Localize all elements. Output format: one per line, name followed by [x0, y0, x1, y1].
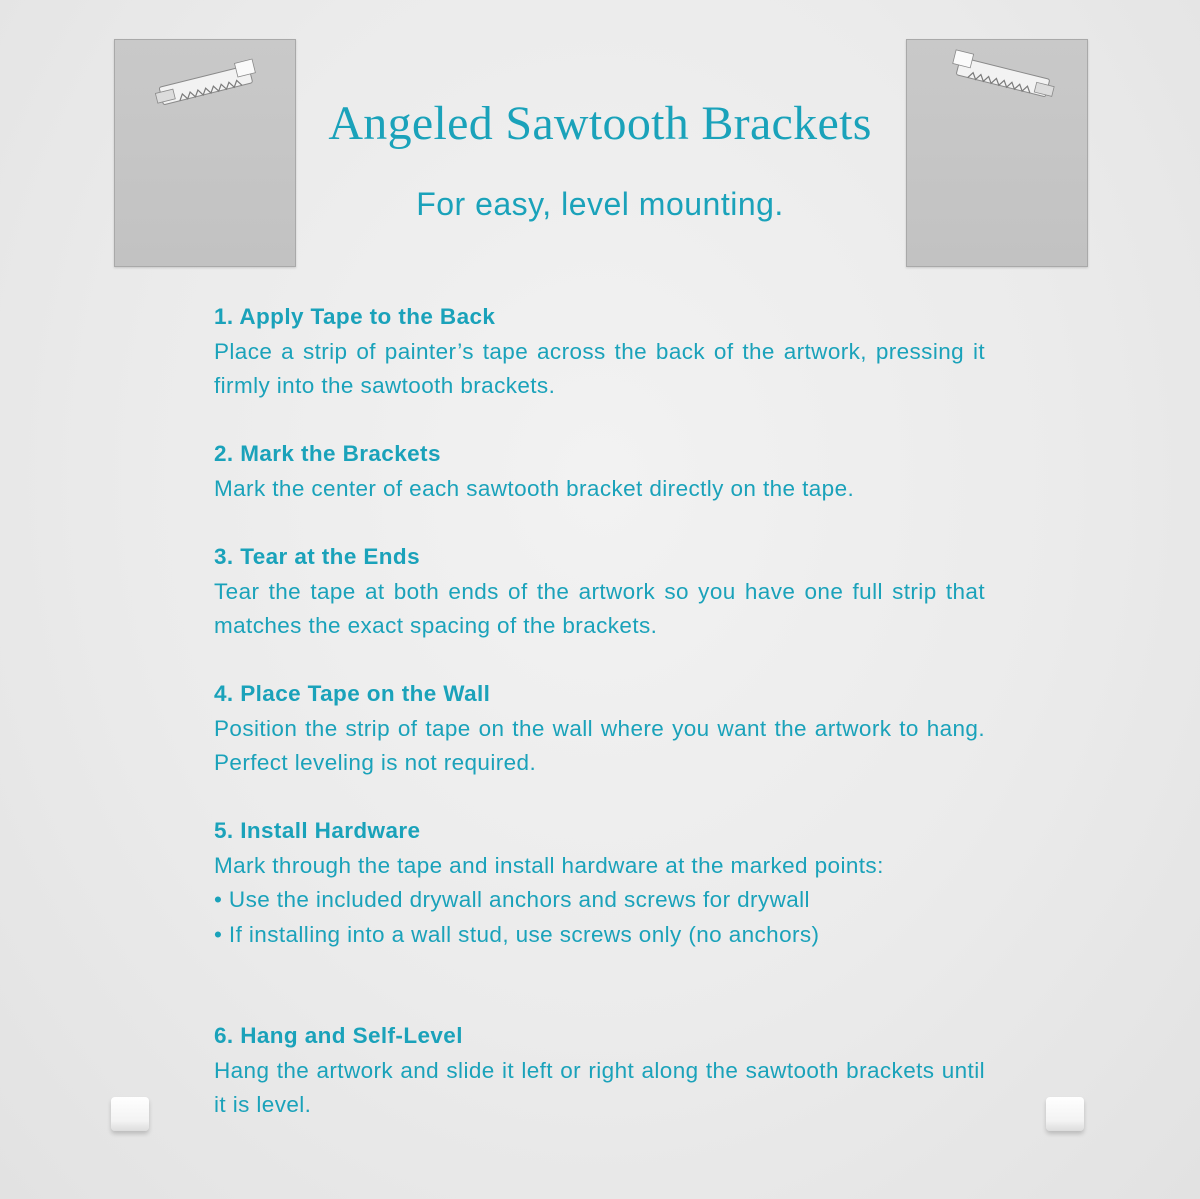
step-1 — [214, 300, 985, 404]
step-heading: 6. Hang and Self-Level — [214, 1023, 463, 1048]
step-bullet: • Use the included drywall anchors and screws for drywall — [214, 887, 810, 912]
step-bullet: • If installing into a wall stud, use screws only (no anchors) — [214, 921, 820, 947]
step-heading: 1. Apply Tape to the Back — [214, 304, 496, 329]
step-body: Position the strip of tape on the wall where you want the artwork to hang. Perfect leveling is not required. — [214, 715, 985, 775]
bracket-photo-right — [906, 39, 1088, 267]
step-6 — [214, 1019, 985, 1123]
step-body: Tear the tape at both ends of the artwork so you have one full strip that matches the exact spacing of the brackets. — [214, 578, 985, 638]
step-heading: 5. Install Hardware — [214, 818, 421, 843]
step-body: Hang the artwork and slide it left or right along the sawtooth brackets until it is level. — [214, 1057, 985, 1117]
page-title: Angeled Sawtooth Brackets — [328, 97, 872, 150]
page-subtitle: For easy, level mounting. — [416, 186, 784, 222]
step-heading: 2. Mark the Brackets — [214, 441, 441, 466]
sawtooth-bracket-icon — [115, 40, 295, 266]
step-4 — [214, 677, 985, 781]
step-heading: 3. Tear at the Ends — [214, 544, 420, 569]
step-3 — [214, 540, 985, 644]
step-2 — [214, 437, 985, 506]
step-body: Place a strip of painter’s tape across the back of the artwork, pressing it firmly into the sawtooth brackets. — [214, 338, 985, 398]
bumper-pad-left — [111, 1097, 149, 1131]
step-heading: 4. Place Tape on the Wall — [214, 681, 491, 706]
bumper-pad-right — [1046, 1097, 1084, 1131]
step-body: Mark the center of each sawtooth bracket directly on the tape. — [214, 475, 855, 501]
bracket-photo-left — [114, 39, 296, 267]
step-body: Mark through the tape and install hardware at the marked points: — [214, 852, 884, 878]
step-5 — [214, 814, 985, 952]
sawtooth-bracket-icon — [907, 40, 1087, 266]
